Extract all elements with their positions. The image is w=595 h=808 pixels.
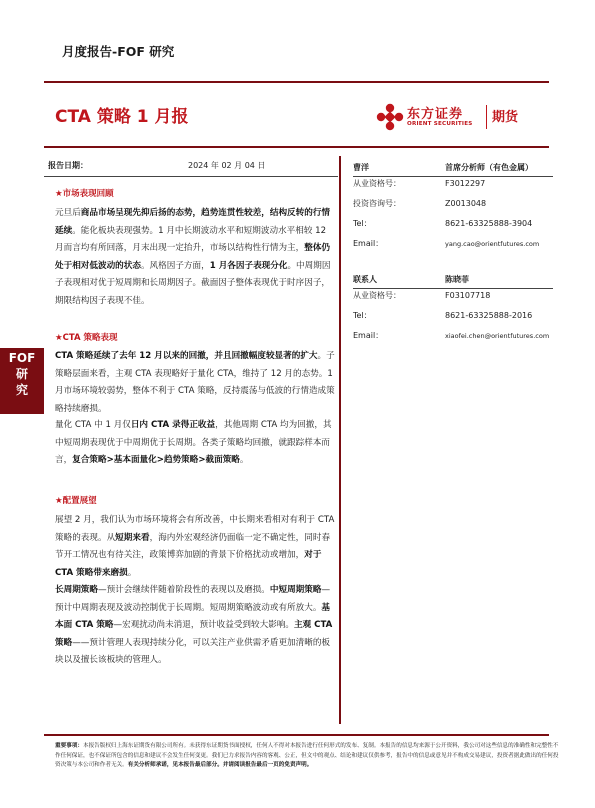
analyst-row xyxy=(353,176,553,192)
side-tab-line2: 研 xyxy=(15,367,28,381)
header-rule-bottom xyxy=(44,146,549,148)
contact-name: 陈晓菲 xyxy=(445,275,469,284)
disclaimer-bold: 有关分析师承诺，见本报告最后部分。并请阅读报告最后一页的免责声明。 xyxy=(127,762,313,768)
logo-name-en: ORIENT SECURITIES xyxy=(407,121,473,127)
section-heading-outlook: ★配置展望 xyxy=(55,496,97,506)
contact-label: 联系人 xyxy=(353,275,377,284)
analyst-name: 曹洋 xyxy=(353,163,369,172)
analyst-key: Tel： xyxy=(353,219,372,228)
section-heading-cta: ★CTA 策略表现 xyxy=(55,333,118,343)
analyst-role: 首席分析师（有色金属） xyxy=(445,163,533,172)
analyst-value: Z0013048 xyxy=(445,199,487,208)
analyst-key: 从业资格号： xyxy=(353,179,401,188)
side-tab-line1: FOF xyxy=(8,351,36,365)
side-tab-line3: 究 xyxy=(15,383,28,397)
analyst-row xyxy=(353,196,553,212)
cta-text-2: 量化 CTA 中 1 月仅日内 CTA 录得正收益，其他周期 CTA 均为回撤，其中短周期表现优于中周期优于长周期。各类子策略均回撤，就跟踪样本而言，复合策略>基本面量化>趋势策略>截面策略。 xyxy=(55,420,332,465)
contact-key: 从业资格号： xyxy=(353,291,401,300)
contact-value: 8621-63325888-2016 xyxy=(445,311,533,320)
analyst-row xyxy=(353,216,553,232)
cta-text-1: CTA 策略延续了去年 12 月以来的回撤，并且回撤幅度较显著的扩大。子策略层面来看，主观 CTA 表现略好于量化 CTA，维持了 12 月的态势。1 月市场环境较弱势，整体不利于 CTA 策略，反持震荡与低波的行情造成策略持续磨损。 xyxy=(55,351,335,414)
analyst-key: Email： xyxy=(353,239,384,248)
analyst-email[interactable]: yang.cao@orientfutures.com xyxy=(445,240,540,248)
contact-underline xyxy=(353,288,553,289)
contact-header xyxy=(353,272,553,288)
cta-paragraph-1 xyxy=(55,348,336,418)
logo-name-cn: 东方证券 xyxy=(407,107,464,122)
logo-division: 期货 xyxy=(492,110,519,125)
contact-row xyxy=(353,308,553,324)
disclaimer-label: 重要事项： xyxy=(55,743,83,749)
contact-key: Tel： xyxy=(353,311,372,320)
side-tab-fof-research xyxy=(0,348,44,414)
cta-paragraph-2 xyxy=(55,417,336,470)
report-date-value: 2024 年 02 月 04 日 xyxy=(188,161,266,170)
contact-row xyxy=(353,288,553,304)
section-heading-market: ★市场表现回顾 xyxy=(55,189,114,199)
analyst-key: 投资咨询号： xyxy=(353,199,401,208)
analyst-card xyxy=(353,160,553,252)
disclaimer xyxy=(55,742,560,771)
column-divider xyxy=(339,156,341,724)
header-rule-top xyxy=(44,81,549,83)
contact-value: F03107718 xyxy=(445,291,491,300)
orient-logo-icon xyxy=(376,103,404,131)
analyst-value: F3012297 xyxy=(445,179,486,188)
analyst-row xyxy=(353,236,553,252)
market-text: 元旦后商品市场呈现先抑后扬的态势，趋势连贯性较差，结构反转的行情延续。能化板块表现强势。1 月中长期波动水平和短期波动水平相较 12 月而言均有所回落，月末出现一定抬升，市场以结构性行情为主，整体仍处于相对低波动的状态。风格因子方面，1 月各因子表现分化。中周期因子表现相对优于短周期和长周期因子。截面因子整体表现优于时序因子，期限结构因子表现不佳。 xyxy=(55,208,331,306)
contact-email[interactable]: xiaofei.chen@orientfutures.com xyxy=(445,332,550,340)
logo-separator xyxy=(486,105,487,129)
analyst-underline xyxy=(353,176,553,177)
outlook-text-2: 长周期策略—预计会继续伴随着阶段性的表现以及磨损。中短周期策略—预计中周期表现及波动控制优于长周期。短周期策略波动或有所放大。基本面 CTA 策略—宏观扰动尚未消退，预计收益受到较大影响。主观 CTA 策略——预计管理人表现持续分化，可以关注产业供需矛盾更加清晰的板块以及擅长该板块的管理人。 xyxy=(55,585,333,665)
outlook-text-1: 展望 2 月，我们认为市场环境将会有所改善，中长期来看相对有利于 CTA 策略的表现。从短期来看，海内外宏观经济仍面临一定不确定性，同时春节开工情况也有待关注，政策博弈加剧的背景下价格扰动或增加，对于 CTA 策略带来磨损。 xyxy=(55,515,335,578)
page-title: CTA 策略 1 月报 xyxy=(55,107,189,127)
contact-row xyxy=(353,328,553,344)
report-date-label: 报告日期： xyxy=(48,161,88,170)
contact-card xyxy=(353,272,553,344)
date-rule xyxy=(44,176,338,177)
market-paragraph xyxy=(55,205,336,310)
footer-rule xyxy=(44,734,549,736)
report-type: 月度报告-FOF 研究 xyxy=(62,44,175,59)
outlook-paragraph-2 xyxy=(55,582,336,670)
analyst-header xyxy=(353,160,553,176)
disclaimer-text: 本报告版权归上海东证期货有限公司所有。未获得东证期货书面授权，任何人不得对本报告进行任何形式的发布、复制。本报告的信息均来源于公开资料，我公司对这些信息的准确性和完整性不作任何保证，也不保证所包含的信息和建议不会发生任何变更。我们已力求报告内容的客观、公正，但文中的观点、结论和建议仅供参考，报告中的信息或意见并不构成交易建议，投资者据此做出的任何投资决策与本公司和作者无关。 xyxy=(55,743,559,768)
outlook-paragraph-1 xyxy=(55,512,336,582)
contact-key: Email： xyxy=(353,331,384,340)
analyst-value: 8621-63325888-3904 xyxy=(445,219,533,228)
